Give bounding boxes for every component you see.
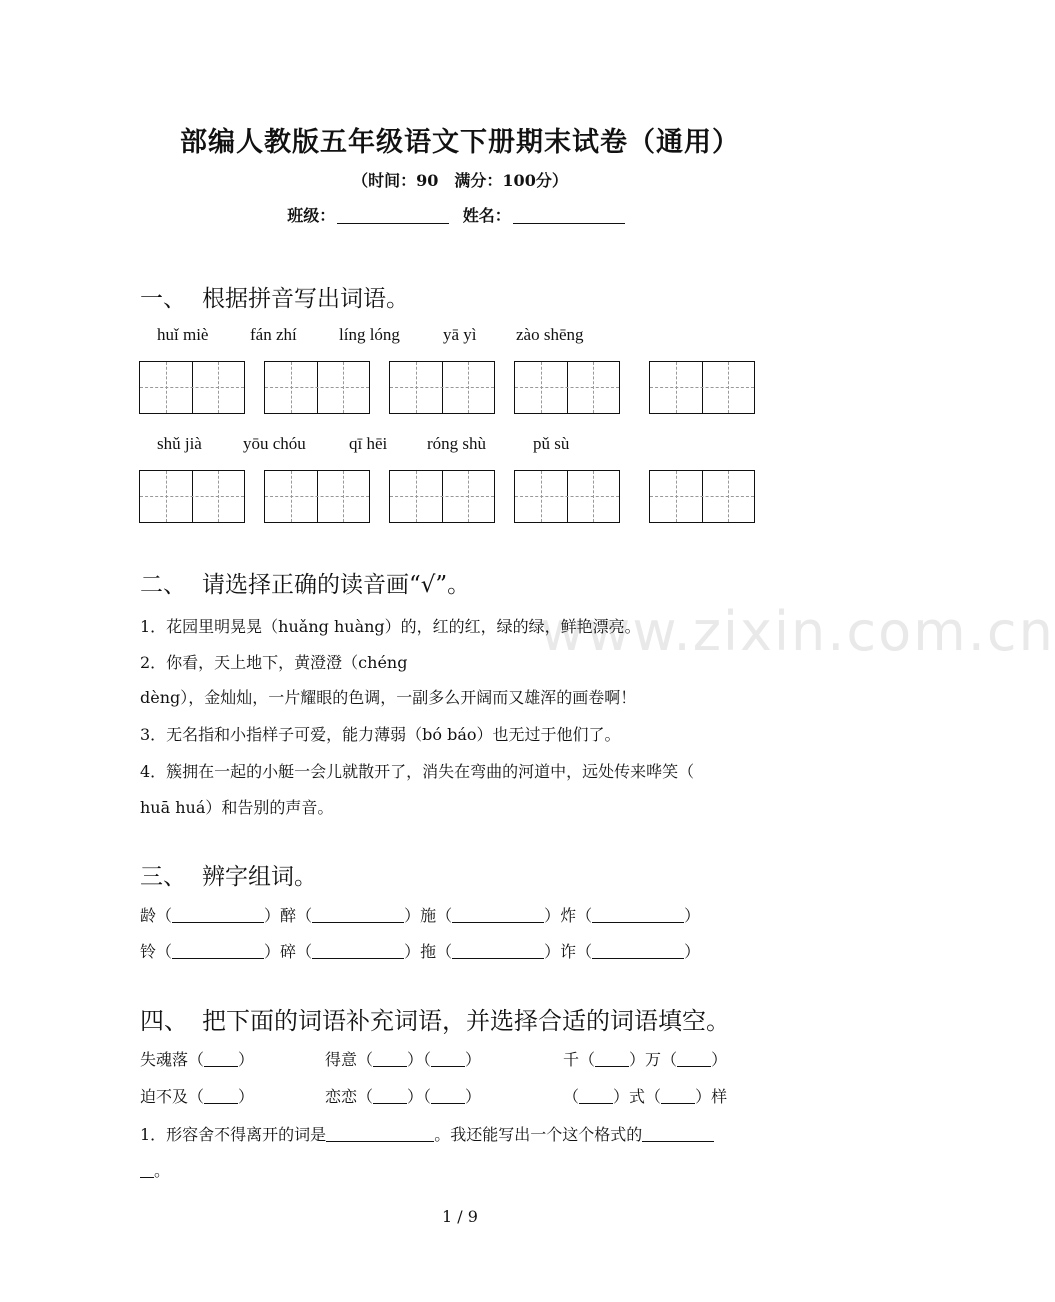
- answer-blank[interactable]: [452, 942, 544, 959]
- fill-word: 失魂落（ ）: [140, 1050, 255, 1069]
- section4-heading: [140, 1001, 730, 1036]
- section3-heading: [140, 858, 317, 891]
- answer-blank[interactable]: [172, 942, 264, 959]
- char: 碎: [280, 942, 297, 961]
- answer-blank[interactable]: [452, 906, 544, 923]
- question-line: dèng），金灿灿，一片耀眼的色调，一副多么开阔而又雄浑的画卷啊！: [140, 688, 637, 707]
- pinyin-1-3: líng lóng: [339, 325, 400, 344]
- answer-blank[interactable]: [642, 1125, 714, 1142]
- pinyin-1-4: yā yì: [443, 325, 477, 344]
- question-line: 4．簇拥在一起的小艇一会儿就散开了，消失在弯曲的河道中，远处传来哗笑（: [140, 762, 695, 781]
- answer-blank[interactable]: [312, 942, 404, 959]
- writing-box[interactable]: [139, 361, 245, 414]
- char: 铃: [140, 942, 157, 961]
- answer-blank[interactable]: [661, 1087, 695, 1104]
- writing-box[interactable]: [389, 361, 495, 414]
- answer-blank[interactable]: [326, 1125, 434, 1142]
- answer-blank[interactable]: [579, 1087, 613, 1104]
- pinyin-2-5: pǔ sù: [533, 434, 570, 453]
- pinyin-2-2: yōu chóu: [243, 434, 306, 453]
- page-title: 部编人教版五年级语文下册期末试卷（通用）: [180, 127, 740, 158]
- question-line: 1．形容舍不得离开的词是 。我还能写出一个这个格式的: [140, 1122, 714, 1145]
- fill-word: 恋恋（ ）（ ）: [325, 1087, 482, 1106]
- char: 醉: [280, 906, 297, 925]
- answer-blank[interactable]: [373, 1050, 407, 1067]
- answer-blank[interactable]: [140, 1161, 154, 1178]
- section3-number: 三、: [140, 864, 186, 890]
- pinyin-1-2: fán zhí: [250, 325, 297, 344]
- section1-number: 一、: [140, 286, 186, 312]
- answer-blank[interactable]: [431, 1050, 465, 1067]
- char: 诈: [560, 942, 577, 961]
- answer-blank[interactable]: [204, 1050, 238, 1067]
- section4-title: 把下面的词语补充词语，并选择合适的词语填空。: [202, 1007, 730, 1035]
- question-line: 1．花园里明晃晃（huǎng huàng）的，红的红，绿的绿，鲜艳漂亮。: [140, 617, 641, 636]
- answer-blank[interactable]: [312, 906, 404, 923]
- section2-number: 二、: [140, 572, 186, 598]
- char: 龄: [140, 906, 157, 925]
- student-info: [0, 203, 920, 226]
- char: 炸: [560, 906, 577, 925]
- writing-box[interactable]: [649, 361, 755, 414]
- writing-box[interactable]: [139, 470, 245, 523]
- pinyin-2-3: qī hēi: [349, 434, 388, 453]
- exam-meta: （时间：90 满分：100分）: [352, 171, 568, 190]
- question-line: 。: [140, 1158, 170, 1181]
- fill-word: 千（ ）万（ ）: [563, 1050, 728, 1069]
- char-row-1: 龄（ ）醉（ ）施（ ）炸（ ）: [140, 906, 701, 925]
- answer-blank[interactable]: [172, 906, 264, 923]
- char: 拖: [420, 942, 437, 961]
- answer-blank[interactable]: [373, 1087, 407, 1104]
- pinyin-2-4: róng shù: [427, 434, 487, 453]
- writing-box[interactable]: [649, 470, 755, 523]
- answer-blank[interactable]: [677, 1050, 711, 1067]
- fill-word: （ ）式（ ）样: [563, 1087, 728, 1106]
- writing-box[interactable]: [264, 470, 370, 523]
- writing-box[interactable]: [514, 361, 620, 414]
- section3-title: 辨字组词。: [202, 864, 317, 890]
- question-line: 2．你看，天上地下，黄澄澄（chéng: [140, 653, 408, 672]
- section4-number: 四、: [140, 1007, 188, 1035]
- writing-box[interactable]: [264, 361, 370, 414]
- section2-title: 请选择正确的读音画“√”。: [202, 572, 471, 598]
- section1-title: 根据拼音写出词语。: [202, 286, 409, 312]
- section2-heading: [140, 566, 470, 599]
- fill-word: 迫不及（ ）: [140, 1087, 255, 1106]
- answer-blank[interactable]: [592, 906, 684, 923]
- watermark: www.zixin.com.cn: [540, 600, 1055, 663]
- name-blank[interactable]: [513, 206, 625, 224]
- name-label: 姓名：: [462, 206, 511, 225]
- writing-box[interactable]: [389, 470, 495, 523]
- answer-blank[interactable]: [592, 942, 684, 959]
- class-blank[interactable]: [337, 206, 449, 224]
- fill-word: 得意（ ）（ ）: [325, 1050, 482, 1069]
- class-label: 班级：: [287, 206, 336, 225]
- page-number: 1 / 9: [442, 1207, 478, 1226]
- answer-blank[interactable]: [204, 1087, 238, 1104]
- writing-box[interactable]: [514, 470, 620, 523]
- question-line: huā huá）和告别的声音。: [140, 798, 334, 817]
- section1-heading: [140, 280, 409, 313]
- pinyin-2-1: shǔ jià: [157, 434, 202, 453]
- answer-blank[interactable]: [595, 1050, 629, 1067]
- char: 施: [420, 906, 437, 925]
- answer-blank[interactable]: [431, 1087, 465, 1104]
- question-line: 3．无名指和小指样子可爱，能力薄弱（bó báo）也无过于他们了。: [140, 725, 621, 744]
- pinyin-1-5: zào shēng: [516, 325, 584, 344]
- char-row-2: 铃（ ）碎（ ）拖（ ）诈（ ）: [140, 942, 701, 961]
- pinyin-1-1: huǐ miè: [157, 325, 209, 344]
